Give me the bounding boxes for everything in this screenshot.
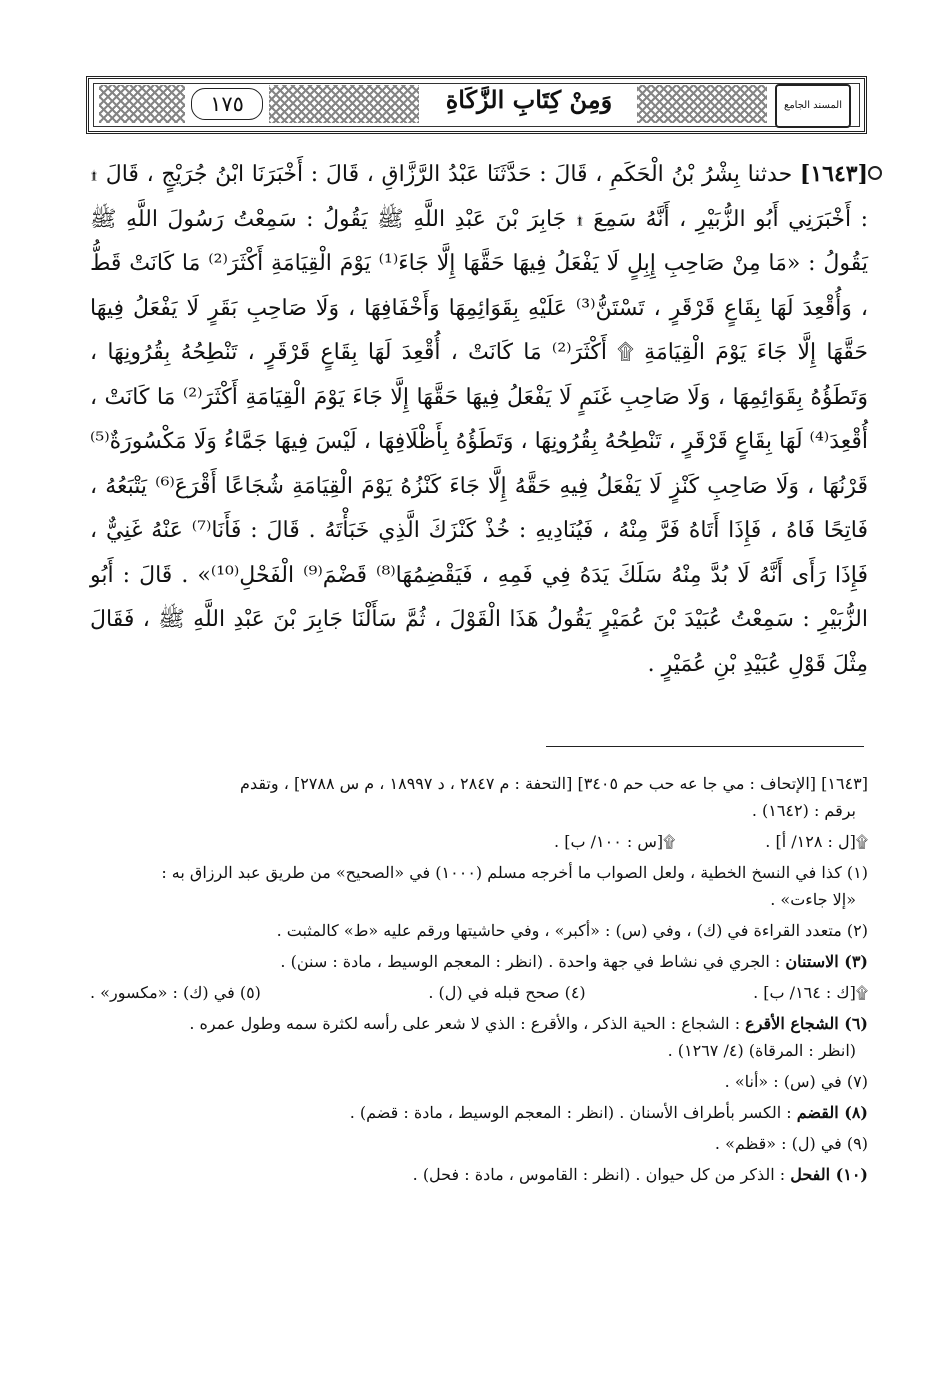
text-line: سَأَلْنَا جَابِرَ بْنَ عَبْدِ اللَّهِ ﷺ ، فَقَالَ مِثْلَ قَوْلِ عُبَيْدِ بْنِ عُمَيْرٍ .: [90, 607, 868, 677]
text-line: خَبَأْتَهُ . قَالَ : فَأَنَا⁽⁷⁾ عَنْهُ غَنِيٌّ ، فَإِذَا رَأَى أَنَّهُ لَا بُدَّ مِنْهُ سَلَكَ يَدَهُ فِي فَمِهِ ، فَيَقْضِمُهَا⁽⁸⁾: [90, 518, 869, 588]
hadith-marker-icon: [868, 166, 882, 180]
footnotes: [90, 770, 868, 1192]
footnote-source: [١٦٤٣] [الإتحاف : مي جا عه حب حم ٣٤٠٥] [التحفة : م ٢٨٤٧ ، د ١٨٩٩٧ ، م س ٢٧٨٨] ، وتقدم: [240, 774, 868, 793]
manuscript-ref: ۩[س : ١٠٠/ ب] .: [554, 832, 676, 851]
text-line: قَرْقَرٍ ، تَنْطِحُهُ بِقُرُونِهَا ، وَتَطَؤُهُ بِقَوَائِمِهَا ، وَلَا صَاحِبِ غَنَمٍ لَا يَفْعَلُ فِيهَا حَقَّهَا إِلَّا جَاءَ: [90, 340, 869, 410]
footnote-4: (٤) صحح قبله في (ل) .: [428, 983, 586, 1002]
footnote-9: (٩) في (ل) : «قظم» .: [714, 1134, 868, 1153]
ornament-right-inner: [637, 85, 767, 123]
footnote-1-cont: «إلا جاءت» .: [770, 890, 856, 909]
text-line: الْقِيَامَةِ شُجَاعًا أَقْرَعَ⁽⁶⁾ يَتْبَعُهُ ، فَاتِحًا فَاهُ ، فَإِذَا أَتَاهُ فَرَّ مِنْهُ ، فَيُنَادِيهِ : خُذْ كَنْزَكَ الَّذِي: [90, 473, 868, 543]
text-line: حدثنا بِشْرُ بْنُ الْحَكَمِ ، قَالَ : حَدَّثَنَا عَبْدُ الرَّزَّاقِ ، قَالَ : أَخْبَرَنَا ابْنُ جُرَيْجٍ ،: [146, 162, 793, 187]
text-line: وَلَا صَاحِبِ بَقَرٍ لَا يَفْعَلُ فِيهَا حَقَّهَا إِلَّا جَاءَ يَوْمَ الْقِيَامَةِ ۩ أَكْثَرَ⁽²⁾ مَا كَانَتْ ، أُقْعِدَ لَهَا بِقَاعٍ: [90, 295, 868, 365]
footnote-term: (٨) القضم: [796, 1103, 868, 1122]
manuscript-ref: ۩[ك : ١٦٤/ ب] .: [753, 983, 868, 1002]
text-line: لَيْسَ فِيهَا جَمَّاءُ وَلَا مَكْسُورَةٌ⁽⁵⁾ قَرْنُهَا ، وَلَا صَاحِبِ كَنْزٍ لَا يَفْعَلُ فِيهِ حَقَّهُ إِلَّا جَاءَ كَنْزُهُ يَوْمَ: [90, 429, 868, 499]
page-number: ١٧٥: [191, 88, 263, 120]
footnote-divider: [546, 746, 864, 747]
text-line: قَالَ ۩ : أَخْبَرَنِي أَبُو الزُّبَيْرِ ، أَنَّهُ سَمِعَ ۩ جَابِرَ بْنَ عَبْدِ اللَّهِ ﷺ يَقُولُ : سَمِعْتُ: [90, 162, 868, 232]
footnote-text: : الشجاع : الحية الذكر ، والأقرع : الذي لا شعر على رأسه لكثرة سمه وطول عمره .: [189, 1014, 741, 1033]
ornament-left: [99, 85, 185, 123]
footnote-10: [90, 1161, 868, 1188]
footnote-source-cont: برقم : (١٦٤٢) .: [751, 801, 856, 820]
footnote-3: [90, 948, 868, 975]
manuscript-ref: ۩[ل : ١٢٨/ أ] .: [765, 832, 868, 851]
footnote-2: (٢) متعدد القراءة في (ك) ، وفي (س) : «أكبر» ، وفي حاشيتها ورقم عليه «ط» كالمثبت .: [276, 921, 868, 940]
footnote-text: : الجري في نشاط في جهة واحدة . (انظر : المعجم الوسيط ، مادة : سنن) .: [280, 952, 781, 971]
footnote-6: [90, 1010, 868, 1037]
footnote-row: [90, 979, 868, 1006]
manuscript-refs: [90, 828, 868, 855]
footnote-8: [90, 1099, 868, 1126]
footnote-7: (٧) في (س) : «أنا» .: [724, 1072, 868, 1091]
text-line: يَوْمَ الْقِيَامَةِ أَكْثَرَ⁽²⁾ مَا كَانَتْ ، أُقْعِدَ⁽⁴⁾ لَهَا بِقَاعٍ قَرْقَرٍ ، تَنْطِحُهُ بِقُرُونِهَا ، وَتَطَؤُهُ بِأَظْلَافِهَا ،: [90, 384, 868, 454]
footnote-term: (١٠) الفحل: [790, 1165, 868, 1184]
ornament-left-inner: [269, 85, 419, 123]
chapter-title: وَمِنْ كِتَابِ الزَّكَاةِ: [445, 85, 613, 114]
footnote-text: : الذكر من كل حيوان . (انظر : القاموس ، مادة : فحل) .: [412, 1165, 786, 1184]
footnote-text: : الكسر بأطراف الأسنان . (انظر : المعجم الوسيط ، مادة : قضم) .: [349, 1103, 792, 1122]
footnote-term: (٣) الاستنان: [785, 952, 868, 971]
footnote-5: (٥) في (ك) : «مكسور» .: [90, 983, 261, 1002]
footnote-6-cont: (انظر : المرقاة) (٤/ ١٢٦٧) .: [667, 1041, 856, 1060]
text-line: قَضْمَ⁽⁹⁾ الْفَحْلِ⁽¹⁰⁾» . قَالَ : أَبُو الزُّبَيْرِ : سَمِعْتُ عُبَيْدَ بْنَ عُمَيْرٍ يَقُولُ هَذَا الْقَوْلَ ، ثُمَّ: [90, 562, 868, 632]
text-line: أَكْثَرَ⁽²⁾ مَا كَانَتْ قَطُّ ، وَأُقْعِدَ لَهَا بِقَاعٍ قَرْقَرٍ ، تَسْتَنُّ⁽³⁾ عَلَيْهِ بِقَوَائِمِهَا وَأَخْفَافِهَا ،: [90, 251, 869, 321]
hadith-text: [90, 152, 868, 687]
page-header: [86, 76, 867, 134]
footnote-term: (٦) الشجاع الأقرع: [745, 1014, 868, 1033]
publisher-seal-icon: المسند الجامع: [775, 84, 851, 128]
text-line: رَسُولَ اللَّهِ ﷺ يَقُولُ : «مَا مِنْ صَاحِبِ إِبِلٍ لَا يَفْعَلُ فِيهَا حَقَّهَا إِلَّا جَاءَ⁽¹⁾ يَوْمَ الْقِيَامَةِ: [90, 206, 868, 276]
footnote-1: (١) كذا في النسخ الخطية ، ولعل الصواب ما أخرجه مسلم (١٠٠٠) في «الصحيح» من طريق عبد الرزاق به :: [161, 863, 868, 882]
hadith-number: [١٦٤٣]: [799, 161, 868, 187]
